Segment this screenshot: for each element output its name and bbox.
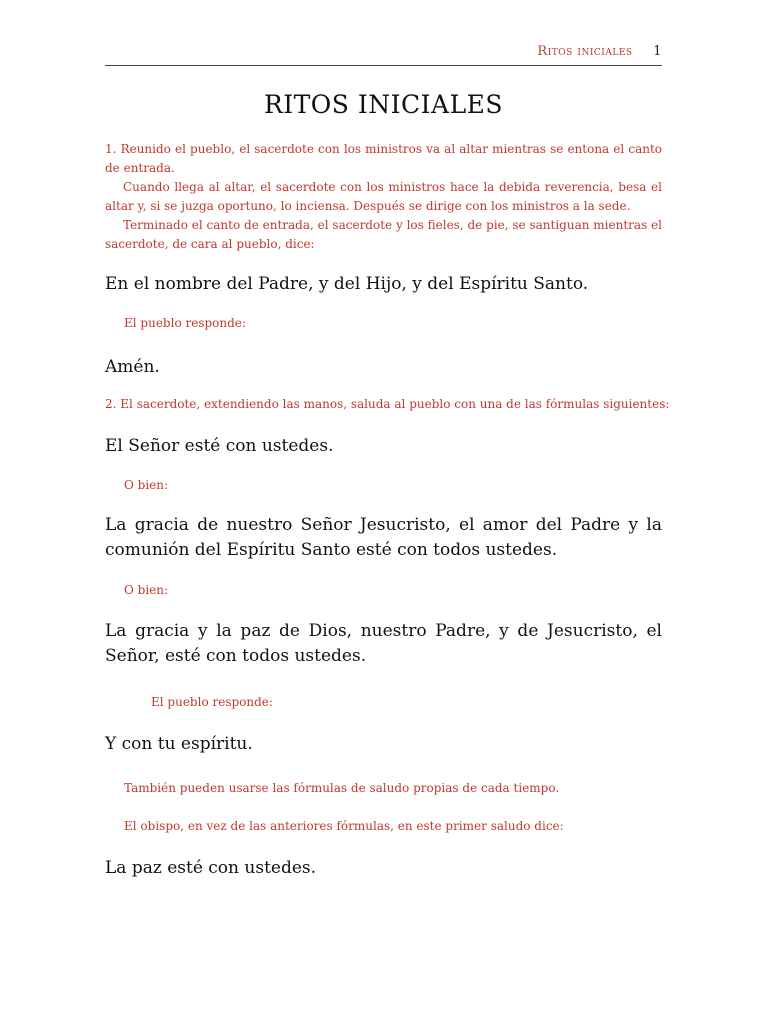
rubric-section-2 — [105, 397, 669, 411]
page-title: RITOS INICIALES — [263, 90, 504, 119]
or-label-2: O bien: — [124, 583, 169, 597]
people-respond-label-2: El pueblo responde: — [151, 695, 273, 709]
people-respond-label-1: El pueblo responde: — [124, 316, 246, 330]
greeting-option-b: La gracia de nuestro Señor Jesucristo, el amor del Padre y la comunión del Espíritu Santo esté con todos ustedes. — [105, 515, 662, 560]
people-response-spirit: Y con tu espíritu. — [105, 734, 253, 754]
note-seasonal-greetings: También pueden usarse las fórmulas de saludo propias de cada tiempo. — [124, 781, 560, 795]
priest-sign-of-cross: En el nombre del Padre, y del Hijo, y del Espíritu Santo. — [105, 274, 589, 294]
note-bishop-greeting: El obispo, en vez de las anteriores fórmulas, en este primer saludo dice: — [124, 819, 564, 833]
rubric-paragraph-2: Cuando llega al altar, el sacerdote con los ministros hace la debida reverencia, besa el altar y, si se juzga oportuno, lo inciensa. Después se dirige con los ministros a la sede. — [105, 180, 662, 213]
section-number-2: 2. — [105, 397, 117, 411]
rubric-paragraph-3: Terminado el canto de entrada, el sacerdote y los fieles, de pie, se santiguan mientras el sacerdote, de cara al pueblo, dice: — [105, 218, 662, 251]
or-label-1: O bien: — [124, 478, 169, 492]
running-header — [105, 44, 662, 66]
greeting-option-c: La gracia y la paz de Dios, nuestro Padre, y de Jesucristo, el Señor, esté con todos ustedes. — [105, 621, 662, 666]
bishop-greeting: La paz esté con ustedes. — [105, 858, 317, 878]
section-number-1: 1. — [105, 142, 117, 156]
rubric-section-1 — [105, 140, 662, 254]
rubric-text-1: Reunido el pueblo, el sacerdote con los ministros va al altar mientras se entona el canto de entrada. — [105, 142, 662, 175]
rubric-text-2: El sacerdote, extendiendo las manos, saluda al pueblo con una de las fórmulas siguientes: — [120, 397, 670, 411]
rubric-paragraph-1 — [105, 140, 662, 178]
running-title: Ritos iniciales — [537, 44, 633, 59]
greeting-option-a: El Señor esté con ustedes. — [105, 436, 334, 456]
page-number: 1 — [653, 44, 662, 59]
people-amen: Amén. — [105, 357, 160, 377]
